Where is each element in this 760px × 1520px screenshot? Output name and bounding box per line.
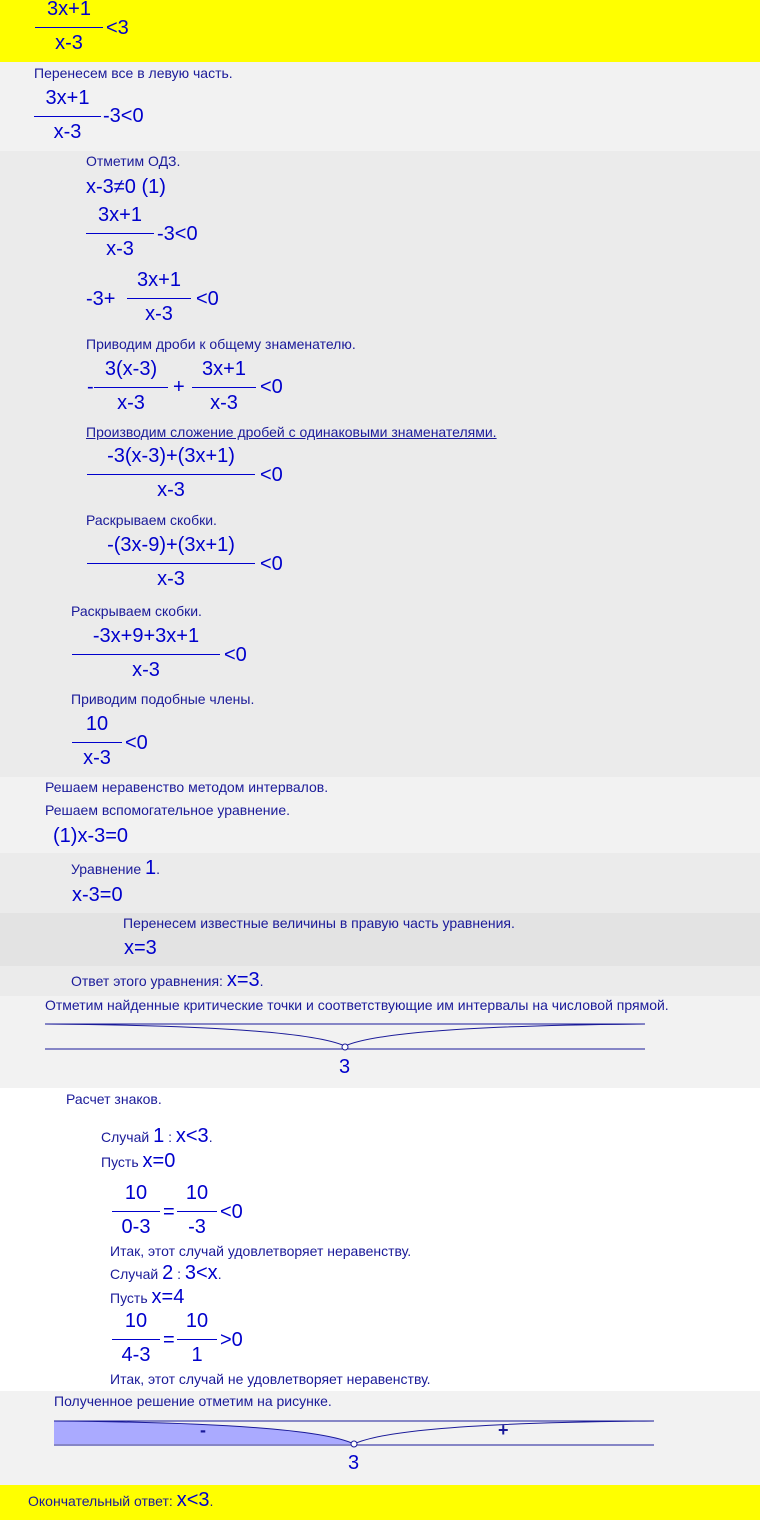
number-line-2 <box>0 1391 760 1485</box>
critical-point-marker <box>342 1044 348 1050</box>
fraction-bar <box>34 116 101 117</box>
plus-sign-label: + <box>498 1420 509 1440</box>
numerator: 3(x-3) <box>104 358 158 380</box>
denominator: x-3 <box>53 121 82 143</box>
denominator: 0-3 <box>121 1216 151 1238</box>
case-2-result: Итак, этот случай не удовлетворяет неравенству. <box>110 1371 431 1387</box>
numerator: -3x+9+3x+1 <box>92 625 200 647</box>
numerator: 10 <box>185 1310 209 1332</box>
numerator: -3(x-3)+(3x+1) <box>107 445 235 467</box>
fraction-bar <box>72 654 220 655</box>
case-1-result: Итак, этот случай удовлетворяет неравенству. <box>110 1243 412 1259</box>
similar-terms-text: Приводим подобные члены. <box>71 691 255 707</box>
numerator: 10 <box>85 713 109 735</box>
denominator: 1 <box>191 1344 203 1366</box>
case-2-let <box>110 1286 184 1309</box>
eq2-lhs: -3+ <box>86 288 116 310</box>
sign-calc-title: Расчет знаков. <box>66 1091 162 1107</box>
step1-rhs: -3<0 <box>103 105 144 127</box>
fraction-bar <box>177 1339 217 1340</box>
numerator: 3x+1 <box>45 87 90 109</box>
numerator: 10 <box>124 1310 148 1332</box>
problem-denominator: x-3 <box>55 32 83 54</box>
case-2-equals: = <box>163 1329 175 1351</box>
period: . <box>209 1493 214 1509</box>
denominator: x-3 <box>145 303 173 325</box>
equation-number: 1 <box>145 857 157 879</box>
numerator: -(3x-9)+(3x+1) <box>107 534 235 556</box>
number-line-1 <box>0 996 760 1088</box>
numerator: 3x+1 <box>98 204 142 226</box>
eq3-lhs: - <box>87 376 94 398</box>
solution-figure-text: Полученное решение отметим на рисунке. <box>54 1393 332 1409</box>
problem-rhs: <3 <box>106 17 129 39</box>
period: . <box>208 1129 213 1145</box>
period: . <box>259 973 264 989</box>
numerator: 10 <box>124 1182 148 1204</box>
step1-text: Перенесем все в левую часть. <box>34 65 233 81</box>
case-2-header <box>110 1262 222 1285</box>
eq3-plus: + <box>173 376 185 398</box>
final-answer-value: x<3 <box>176 1489 210 1511</box>
case-number: 1 <box>153 1125 165 1147</box>
final-answer <box>28 1489 213 1512</box>
case-label: Случай <box>110 1266 163 1282</box>
eq2-rhs: <0 <box>196 288 219 310</box>
eq7-rhs: <0 <box>125 732 148 754</box>
numerator: 10 <box>185 1182 209 1204</box>
denominator: x-3 <box>157 568 185 590</box>
denominator: x-3 <box>83 747 111 769</box>
period: . <box>156 861 161 877</box>
denominator: 4-3 <box>121 1344 151 1366</box>
eq6-rhs: <0 <box>224 644 247 666</box>
problem-numerator: 3x+1 <box>47 0 91 20</box>
denominator: x-3 <box>157 479 185 501</box>
final-answer-text: Окончательный ответ: <box>28 1493 177 1509</box>
equation-answer-value: x=3 <box>226 969 260 991</box>
critical-point-label-2: 3 <box>348 1452 360 1474</box>
numerator: 3x+1 <box>137 269 181 291</box>
equation-label <box>71 857 160 880</box>
equation-label-text: Уравнение <box>71 861 146 877</box>
test-value: x=4 <box>151 1286 185 1308</box>
case-1-header <box>101 1125 213 1148</box>
odz-expr: x-3≠0 (1) <box>86 176 166 198</box>
equation-answer-text: Ответ этого уравнения: <box>71 973 227 989</box>
eq1-rhs: -3<0 <box>157 223 198 245</box>
open-brackets-text-2: Раскрываем скобки. <box>71 603 202 619</box>
denominator: x-3 <box>106 238 134 260</box>
fraction-bar <box>72 742 122 743</box>
fraction-bar <box>177 1211 217 1212</box>
case-1-equals: = <box>163 1201 175 1223</box>
numerator: 3x+1 <box>202 358 246 380</box>
case-number: 2 <box>162 1262 174 1284</box>
fraction-bar <box>112 1211 160 1212</box>
eq3-rhs: <0 <box>260 376 283 398</box>
aux-equation: (1)x-3=0 <box>53 825 129 847</box>
test-value: x=0 <box>142 1150 176 1172</box>
fraction-bar <box>86 233 154 234</box>
common-denominator-text: Приводим дроби к общему знаменателю. <box>86 336 356 352</box>
colon: : <box>164 1129 176 1145</box>
case-condition: 3<x <box>184 1262 218 1284</box>
denominator: x-3 <box>132 659 160 681</box>
colon: : <box>173 1266 185 1282</box>
fraction-bar <box>87 563 255 564</box>
case-2-rhs: >0 <box>220 1329 243 1351</box>
denominator: -3 <box>188 1216 206 1238</box>
open-brackets-text-1: Раскрываем скобки. <box>86 512 217 528</box>
equation-answer <box>71 969 264 992</box>
equation-solution: x=3 <box>124 937 157 959</box>
fraction-bar <box>35 27 103 28</box>
eq5-rhs: <0 <box>260 553 283 575</box>
add-fractions-text: Производим сложение дробей с одинаковыми знаменателями. <box>86 424 497 440</box>
case-1-let <box>101 1150 175 1173</box>
critical-point-marker <box>351 1441 357 1447</box>
fraction-bar <box>112 1339 160 1340</box>
case-1-rhs: <0 <box>220 1201 243 1223</box>
odz-text: Отметим ОДЗ. <box>86 153 181 169</box>
fraction-bar <box>87 474 255 475</box>
eq4-rhs: <0 <box>260 464 283 486</box>
critical-points-text: Отметим найденные критические точки и соответствующие им интервалы на числовой прямой. <box>45 997 669 1013</box>
interval-method-text: Решаем неравенство методом интервалов. <box>45 779 329 795</box>
minus-sign-label: - <box>200 1420 206 1440</box>
case-condition: x<3 <box>175 1125 209 1147</box>
case-label: Случай <box>101 1129 154 1145</box>
fraction-bar <box>94 387 168 388</box>
let-label: Пусть <box>110 1290 152 1306</box>
denominator: x-3 <box>117 392 145 414</box>
denominator: x-3 <box>210 392 238 414</box>
fraction-bar <box>192 387 256 388</box>
period: . <box>217 1266 222 1282</box>
fraction-bar <box>127 298 191 299</box>
let-label: Пусть <box>101 1154 143 1170</box>
equation-1: x-3=0 <box>72 884 123 906</box>
aux-equation-text: Решаем вспомогательное уравнение. <box>45 802 290 818</box>
move-known-text: Перенесем известные величины в правую часть уравнения. <box>123 915 515 931</box>
critical-point-label: 3 <box>339 1056 351 1078</box>
